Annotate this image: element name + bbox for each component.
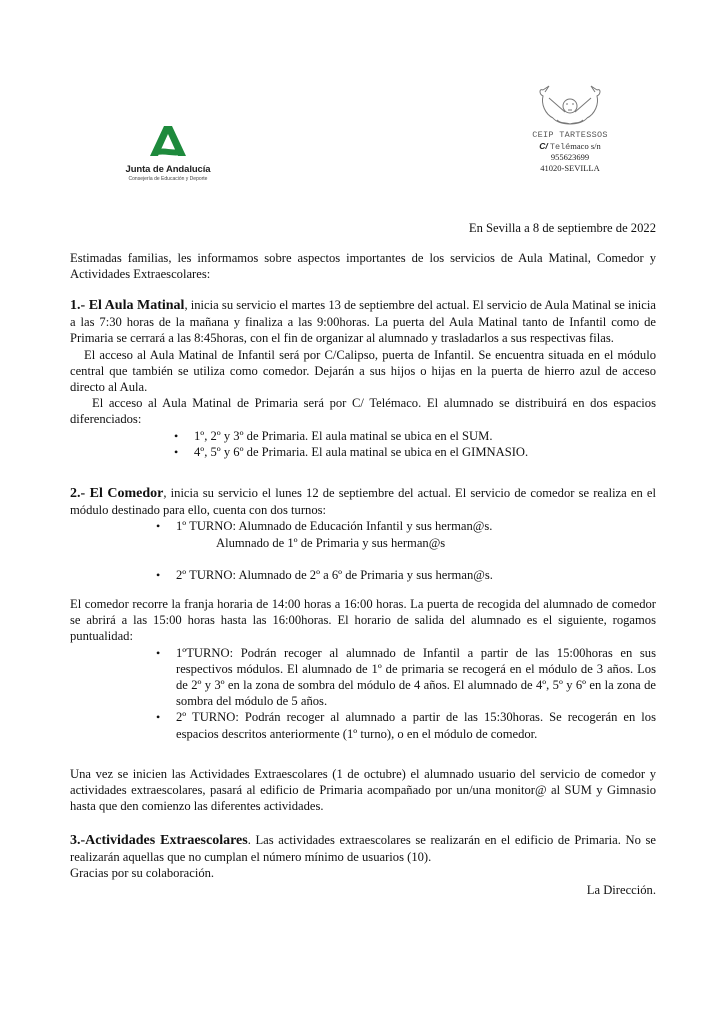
section1-p2: El acceso al Aula Matinal de Infantil será por C/Calipso, puerta de Infantil. Se encuentra situada en el módulo central que también se utiliza como comedor. Dejarán a sus hijos o hijas en la puerta de hierro azul de acceso directo al Aula. — [70, 347, 656, 395]
list-item: • 2º TURNO: Podrán recoger al alumnado a partir de las 15:30horas. Se recogerán en los espacios descritos anteriormente (1º turno), o en el módulo de comedor. — [156, 709, 656, 741]
section2-p3: Una vez se inicien las Actividades Extraescolares (1 de octubre) el alumnado usuario del servicio de comedor y actividades extraescolares, pasará al edificio de Primaria acompañado por un/una monitor@ al SUM y Gimnasio hasta que den comienzo las diferentes actividades. — [70, 767, 656, 814]
horario-paragraph — [70, 596, 656, 742]
date-line: En Sevilla a 8 de septiembre de 2022 — [468, 221, 656, 235]
street-rest: maco s/n — [570, 141, 601, 151]
section3-heading: 3.-Actividades Extraescolares — [70, 833, 248, 848]
list-item: • 1º, 2º y 3º de Primaria. El aula matinal se ubica en el SUM. — [174, 428, 656, 444]
street-mono: Telé — [549, 142, 571, 152]
section1-p3: El acceso al Aula Matinal de Primaria será por C/ Telémaco. El alumnado se distribuirá en dos espacios diferenciados: — [70, 396, 656, 427]
street-prefix: C/ — [539, 141, 548, 151]
junta-andalucia-logo — [118, 126, 218, 182]
list-item: • 1ºTURNO: Podrán recoger al alumnado de Infantil a partir de las 15:00horas en sus respectivos módulos. El alumnado de 1º de primaria se recogerá en el módulo de 3 años. Los de 2º y 3º en la zona de sombra del módulo de 4 años. El alumnado de 4º, 5º y 6º en la zona de sombra del módulo de 5 años. — [156, 645, 656, 710]
section-actividades — [70, 832, 656, 898]
section2-p1: 2.- El Comedor, inicia su servicio el lunes 12 de septiembre del actual. El servicio de comedor se realiza en el módulo destinado para ello, cuenta con dos turnos: — [70, 486, 656, 518]
list-item: • 1º TURNO: Alumnado de Educación Infantil y sus herman@s. Alumnado de 1º de Primaria y sus herman@s — [156, 518, 656, 550]
section-comedor — [70, 485, 656, 583]
intro-text: Estimadas familias, les informamos sobre aspectos importantes de los servicios de Aula Matinal, Comedor y Actividades Extraescolares: — [70, 251, 656, 282]
school-crest-icon — [535, 84, 605, 128]
list-item: • 4º, 5º y 6º de Primaria. El aula matinal se ubica en el GIMNASIO. — [174, 444, 656, 460]
extraescolares-note — [70, 766, 656, 815]
intro-paragraph — [70, 250, 656, 282]
section1-bullets — [174, 428, 656, 460]
section3-p1: 3.-Actividades Extraescolares. Las actividades extraescolares se realizarán en el edificio de Primaria. No se realizarán aquellas que no cumplan el número mínimo de usuarios (10). — [70, 833, 656, 865]
school-postal: 41020-SEVILLA — [540, 163, 600, 173]
section2-p2: El comedor recorre la franja horaria de 14:00 horas a 16:00 horas. La puerta de recogida del alumnado de comedor se abrirá a las 15:00 horas hasta las 16:00horas. El horario de salida del alumnado es el siguiente, rogamos puntualidad: — [70, 597, 656, 644]
junta-andalucia-logo-icon — [148, 126, 188, 162]
school-phone: 955623699 — [550, 152, 590, 162]
list-item: • 2º TURNO: Alumnado de 2º a 6º de Primaria y sus herman@s. — [156, 567, 656, 583]
salida-list — [156, 645, 656, 742]
thanks-line: Gracias por su colaboración. — [70, 866, 215, 881]
section-aula-matinal — [70, 297, 656, 460]
section2-heading: 2.- El Comedor — [70, 486, 164, 501]
junta-subtitle: Consejería de Educación y Deporte — [128, 176, 208, 182]
section1-heading: 1.- El Aula Matinal — [70, 298, 185, 313]
section1-p1: 1.- El Aula Matinal, inicia su servicio el martes 13 de septiembre del actual. El servicio de Aula Matinal se inicia a las 7:30 horas de la mañana y finaliza a las 9:00horas. La puerta del Aula Matinal tanto de Infantil como de Primaria se cerrará a las 8:45horas, con el fin de organizar al alumnado y trasladarlos a sus respectivas filas. — [70, 298, 656, 346]
school-header — [520, 84, 620, 174]
turnos-list — [156, 518, 656, 583]
junta-title: Junta de Andalucía — [125, 164, 211, 175]
signature: La Dirección. — [586, 882, 656, 897]
school-name: CEIP TARTESSOS — [532, 130, 608, 140]
school-address — [520, 141, 620, 152]
